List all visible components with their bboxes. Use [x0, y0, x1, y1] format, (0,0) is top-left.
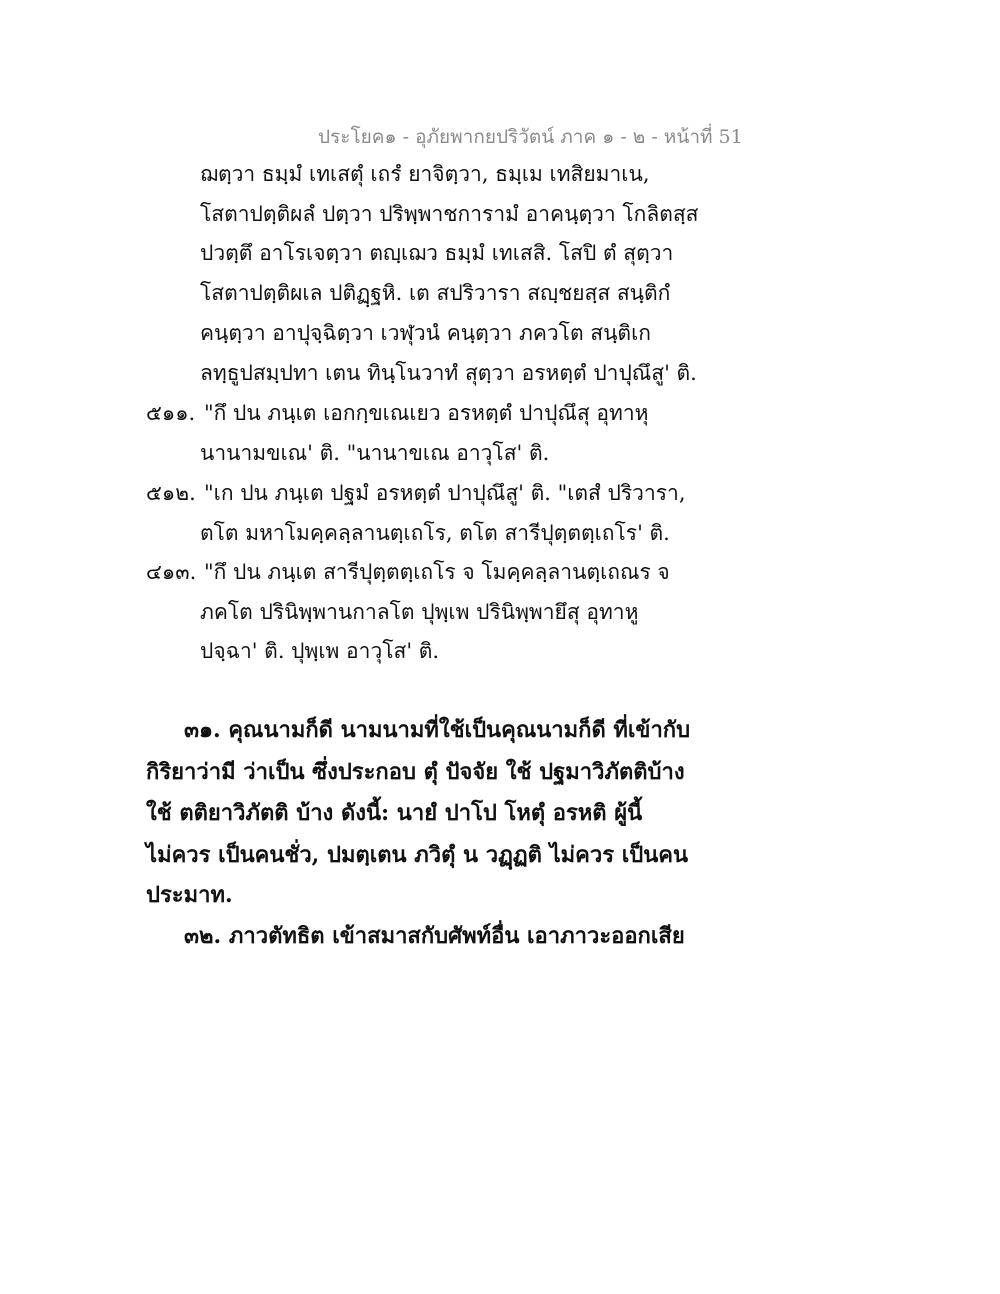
text-line: ปวตฺตึ อาโรเจตฺวา ตญฺเฌว ธมฺมํ เทเสสิ. โสปิ ตํ สุตฺวา: [200, 241, 674, 265]
text-line: ภคโต ปรินิพฺพานกาลโต ปุพฺเพ ปรินิพฺพายึสุ อุทาหู: [200, 600, 639, 624]
text-line: ตโต มหาโมคฺคลฺลานตฺเถโร, ตโต สารีปุตฺตตฺเถโร' ติ.: [200, 521, 670, 545]
qa-item: [146, 399, 649, 427]
text-line: โสตาปตฺติผลํ ปตฺวา ปริพฺพาชการามํ อาคนฺตฺวา โกลิตสฺส: [200, 202, 699, 226]
text-line: ฌตฺวา ธมฺมํ เทเสตุํ เถรํ ยาจิตฺวา, ธมฺเม เทสิยมาเน,: [200, 162, 650, 186]
section-31-line: ประมาท.: [146, 882, 233, 908]
page-header: ประโยค๑ - อุภัยพากยปริวัตน์ ภาค ๑ - ๒ - หน้าที่ 51: [318, 126, 743, 148]
qa-item: [146, 558, 670, 586]
section-31-line: ๓๑. คุณนามก็ดี นามนามที่ใช้เป็นคุณนามก็ดี ที่เข้ากับ: [184, 717, 691, 743]
qa-item: [146, 479, 686, 507]
item-text: "กึ ปน ภนฺเต เอกกฺขเณเยว อรหตฺตํ ปาปุณึสุ อุทาหุ: [204, 401, 649, 425]
item-number: ๔๑๓.: [146, 560, 197, 584]
section-31-line: ใช้ ตติยาวิภัตติ บ้าง ดังนี้: นายํ ปาโป โหตุํ อรหติ ผู้นี้: [146, 800, 643, 826]
section-31-line: กิริยาว่ามี ว่าเป็น ซึ่งประกอบ ตุํ ปัจจัย ใช้ ปฐมาวิภัตติบ้าง: [146, 759, 685, 785]
text-line: ปจฺฉา' ติ. ปุพฺเพ อาวุโส' ติ.: [200, 639, 440, 663]
text-line: คนฺตฺวา อาปุจฺฉิตฺวา เวฬุวนํ คนฺตฺวา ภควโต สนฺติเก: [200, 321, 651, 345]
item-text: "กึ ปน ภนฺเต สารีปุตฺตตฺเถโร จ โมคฺคลฺลานตฺเถณร จ: [204, 560, 670, 584]
text-line: โสตาปตฺติผเล ปติฏฺฐหิ. เต สปริวารา สญฺชยสฺส สนฺติกํ: [200, 281, 671, 305]
text-line: ลทฺธูปสมฺปทา เตน ทินฺโนวาทํ สุตฺวา อรหตฺตํ ปาปุณึสู' ติ.: [200, 361, 697, 385]
text-line: นานามขเณ' ติ. "นานาขเณ อาวุโส' ติ.: [200, 441, 550, 465]
section-31-line: ไม่ควร เป็นคนชั่ว, ปมตฺเตน ภวิตุํ น วฏฺฏติ ไม่ควร เป็นคน: [146, 842, 688, 868]
item-number: ๕๑๑.: [146, 401, 196, 425]
item-number: ๕๑๒.: [146, 481, 196, 505]
section-32-line: ๓๒. ภาวตัทธิต เข้าสมาสกับศัพท์อื่น เอาภาวะออกเสีย: [184, 923, 685, 949]
item-text: "เก ปน ภนฺเต ปฐมํ อรหตฺตํ ปาปุณึสู' ติ. "เตสํ ปริวารา,: [204, 481, 686, 505]
